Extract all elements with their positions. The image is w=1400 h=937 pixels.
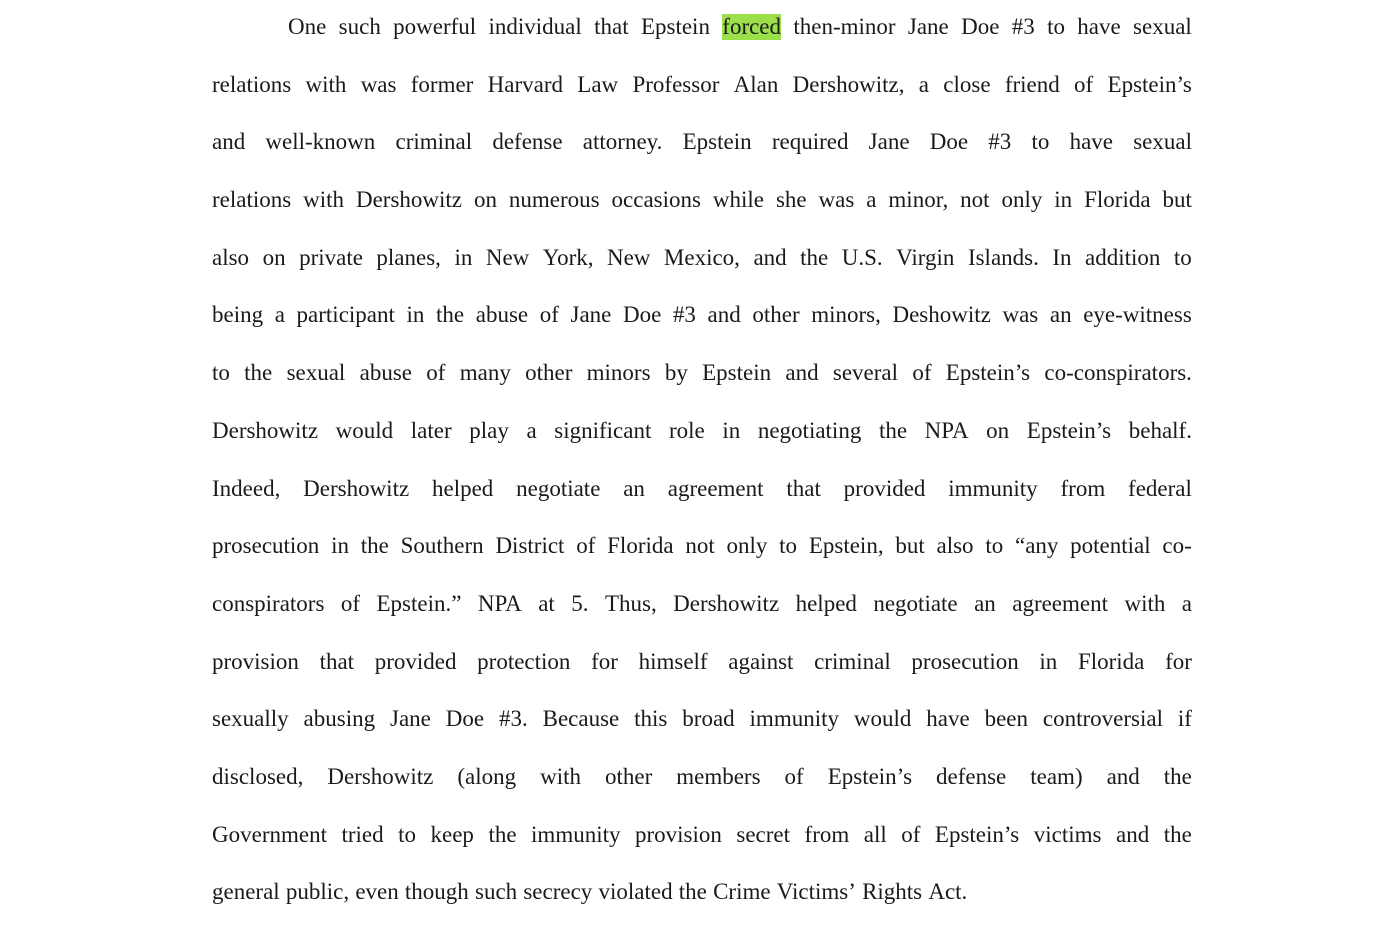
text-line bbox=[212, 360, 1192, 418]
word: play bbox=[469, 417, 509, 443]
paragraph bbox=[212, 14, 1192, 937]
word: abuse bbox=[475, 302, 529, 328]
word: relations bbox=[212, 71, 292, 97]
word: helped bbox=[431, 475, 494, 501]
word: secret bbox=[736, 821, 791, 847]
word: that bbox=[594, 14, 629, 39]
word: Jane bbox=[390, 706, 431, 732]
word: and bbox=[753, 244, 787, 270]
word: several bbox=[832, 360, 899, 386]
word: a bbox=[1181, 590, 1192, 616]
word: required bbox=[771, 129, 849, 155]
word: an bbox=[974, 590, 996, 616]
word: Dershowitz bbox=[327, 763, 434, 789]
word: abusing bbox=[303, 706, 376, 732]
word: Southern bbox=[400, 533, 484, 559]
text-line bbox=[212, 302, 1192, 360]
word: in bbox=[331, 533, 349, 559]
text-line bbox=[212, 649, 1192, 707]
word: in bbox=[722, 417, 741, 443]
word: sexual bbox=[286, 360, 346, 386]
word: former bbox=[410, 71, 474, 97]
word: Crime bbox=[713, 879, 771, 905]
word: Epstein bbox=[702, 360, 772, 386]
text-line bbox=[212, 14, 1192, 72]
word: to bbox=[1173, 244, 1192, 270]
word: by bbox=[664, 360, 688, 386]
word: abuse bbox=[359, 360, 412, 386]
word: relations bbox=[212, 187, 292, 213]
word: was bbox=[818, 187, 855, 213]
highlighted-word: forced bbox=[722, 14, 782, 39]
word: private bbox=[299, 244, 363, 270]
word: role bbox=[668, 417, 705, 443]
word: been bbox=[984, 706, 1029, 732]
word: close bbox=[943, 71, 991, 97]
word: NPA bbox=[924, 417, 969, 443]
word: to bbox=[212, 360, 230, 386]
word: that bbox=[786, 475, 821, 501]
word: have bbox=[926, 706, 970, 732]
word: against bbox=[728, 648, 794, 674]
word: defense bbox=[936, 763, 1007, 789]
word: an bbox=[623, 475, 645, 501]
word: Act. bbox=[928, 879, 968, 905]
word: Epstein’s bbox=[1026, 417, 1112, 443]
word: friend bbox=[1004, 71, 1060, 97]
word: New bbox=[485, 244, 530, 270]
word: #3 bbox=[988, 129, 1012, 155]
word: New bbox=[606, 244, 651, 270]
text-line bbox=[212, 764, 1192, 822]
word: well-known bbox=[265, 129, 376, 155]
word: Dershowitz bbox=[212, 417, 319, 443]
word: NPA bbox=[477, 590, 522, 616]
word: co- bbox=[1162, 533, 1192, 559]
word: would bbox=[853, 706, 912, 732]
word: for bbox=[591, 648, 618, 674]
word: the bbox=[436, 302, 465, 328]
word: have bbox=[1077, 14, 1121, 39]
word: significant bbox=[554, 417, 652, 443]
word: in bbox=[454, 244, 473, 270]
word: with bbox=[303, 187, 345, 213]
word: Alan bbox=[733, 71, 779, 97]
word: of bbox=[1074, 71, 1094, 97]
word: Doe bbox=[929, 129, 969, 155]
word: Rights bbox=[862, 879, 923, 905]
word: Because bbox=[542, 706, 620, 732]
word: criminal bbox=[395, 129, 473, 155]
word: the bbox=[800, 244, 829, 270]
text-line bbox=[212, 476, 1192, 534]
word: agreement bbox=[1012, 590, 1109, 616]
word: Indeed, bbox=[212, 475, 281, 501]
word: Epstein’s bbox=[945, 360, 1031, 386]
word: Doe bbox=[445, 706, 485, 732]
word: an bbox=[1049, 302, 1072, 328]
word: Thus, bbox=[604, 590, 657, 616]
word: only bbox=[1001, 187, 1043, 213]
word: being bbox=[212, 302, 264, 328]
word: Doe bbox=[622, 302, 662, 328]
word: the bbox=[878, 417, 908, 443]
word: of bbox=[912, 360, 932, 386]
word: of bbox=[426, 360, 446, 386]
word: while bbox=[712, 187, 764, 213]
word: negotiate bbox=[516, 475, 601, 501]
word: a bbox=[918, 71, 929, 97]
word: if bbox=[1177, 706, 1192, 732]
word: to bbox=[1047, 14, 1065, 39]
word: this bbox=[634, 706, 668, 732]
word: the bbox=[360, 533, 389, 559]
word: also bbox=[936, 533, 974, 559]
word: addition bbox=[1085, 244, 1161, 270]
text-line bbox=[212, 418, 1192, 476]
word: broad bbox=[682, 706, 735, 732]
word: provided bbox=[843, 475, 926, 501]
word: the bbox=[488, 821, 517, 847]
word: on bbox=[262, 244, 286, 270]
word: the bbox=[244, 360, 273, 386]
word: at bbox=[538, 590, 555, 616]
word: Epstein bbox=[640, 14, 710, 39]
word: Epstein’s bbox=[1107, 71, 1192, 97]
word: York, bbox=[542, 244, 594, 270]
word: federal bbox=[1128, 475, 1192, 501]
word: not bbox=[685, 533, 715, 559]
word: sexual bbox=[1133, 129, 1192, 155]
word: defense bbox=[492, 129, 563, 155]
word: numerous bbox=[508, 187, 600, 213]
word: then-minor bbox=[793, 14, 896, 39]
word: and bbox=[785, 360, 819, 386]
word: In bbox=[1052, 244, 1072, 270]
word: that bbox=[319, 648, 355, 674]
word: and bbox=[1106, 763, 1140, 789]
word: sexually bbox=[212, 706, 289, 732]
word: a bbox=[526, 417, 537, 443]
word: powerful bbox=[393, 14, 477, 39]
word: from bbox=[1060, 475, 1106, 501]
word: provision bbox=[635, 821, 722, 847]
word: such bbox=[475, 879, 518, 905]
word: Epstein’s bbox=[827, 763, 913, 789]
word: conspirators bbox=[212, 590, 325, 616]
word: Professor bbox=[632, 71, 720, 97]
word: #3 bbox=[1011, 14, 1035, 39]
word: public, bbox=[285, 879, 350, 905]
word: helped bbox=[795, 590, 857, 616]
word: criminal bbox=[814, 648, 891, 674]
word: immunity bbox=[749, 706, 839, 732]
text-line bbox=[212, 533, 1192, 591]
word: to bbox=[779, 533, 798, 559]
word: victims bbox=[1033, 821, 1102, 847]
word: keep bbox=[430, 821, 474, 847]
word: all bbox=[863, 821, 887, 847]
word: behalf. bbox=[1128, 417, 1192, 443]
word: even bbox=[355, 879, 399, 905]
word: Dershowitz bbox=[355, 187, 462, 213]
word: a bbox=[274, 302, 285, 328]
word: but bbox=[895, 533, 925, 559]
word: was bbox=[1002, 302, 1039, 328]
text-line bbox=[212, 72, 1192, 130]
word: Deshowitz bbox=[892, 302, 991, 328]
text-line bbox=[212, 822, 1192, 880]
text-line bbox=[212, 879, 1192, 937]
text-line bbox=[212, 129, 1192, 187]
word: Victims’ bbox=[776, 879, 856, 905]
word: minors bbox=[586, 360, 651, 386]
word: of bbox=[340, 590, 361, 616]
word: later bbox=[410, 417, 452, 443]
word: himself bbox=[638, 648, 708, 674]
word: from bbox=[804, 821, 850, 847]
word: and bbox=[212, 129, 246, 155]
word: violated bbox=[598, 879, 673, 905]
word: to bbox=[1031, 129, 1050, 155]
word: only bbox=[726, 533, 768, 559]
text-line bbox=[212, 187, 1192, 245]
word: Mexico, bbox=[663, 244, 740, 270]
word: tried bbox=[341, 821, 384, 847]
word: though bbox=[404, 879, 469, 905]
word: controversial bbox=[1042, 706, 1163, 732]
word: Islands. bbox=[967, 244, 1039, 270]
word: negotiating bbox=[757, 417, 862, 443]
word: #3. bbox=[498, 706, 528, 732]
word: on bbox=[986, 417, 1010, 443]
word: District bbox=[495, 533, 565, 559]
word: also bbox=[212, 244, 250, 270]
word: in bbox=[406, 302, 425, 328]
word: and bbox=[1116, 821, 1150, 847]
word: (along bbox=[457, 763, 517, 789]
word: secrecy bbox=[523, 879, 593, 905]
word: Epstein’s bbox=[934, 821, 1020, 847]
word: with bbox=[305, 71, 347, 97]
word: disclosed, bbox=[212, 763, 304, 789]
word: immunity bbox=[531, 821, 621, 847]
word: of bbox=[539, 302, 559, 328]
word: would bbox=[335, 417, 394, 443]
word: Harvard bbox=[487, 71, 563, 97]
word: eye-witness bbox=[1083, 302, 1192, 328]
word: on bbox=[473, 187, 497, 213]
word: Jane bbox=[907, 14, 949, 39]
word: have bbox=[1069, 129, 1113, 155]
word: negotiate bbox=[873, 590, 958, 616]
word: participant bbox=[296, 302, 395, 328]
word: immunity bbox=[948, 475, 1038, 501]
word: in bbox=[1039, 648, 1058, 674]
word: prosecution bbox=[212, 533, 320, 559]
text-line bbox=[212, 591, 1192, 649]
text-line bbox=[212, 245, 1192, 303]
word: Dershowitz, bbox=[792, 71, 905, 97]
word: Florida bbox=[1077, 648, 1145, 674]
word: provision bbox=[212, 648, 299, 674]
word: was bbox=[360, 71, 397, 97]
word: Jane bbox=[868, 129, 910, 155]
word: of bbox=[784, 763, 804, 789]
word: other bbox=[604, 763, 653, 789]
word: agreement bbox=[667, 475, 764, 501]
word: attorney. bbox=[582, 129, 663, 155]
word: provided bbox=[374, 648, 457, 674]
word: to bbox=[398, 821, 417, 847]
word: for bbox=[1165, 648, 1192, 674]
word: 5. bbox=[571, 590, 589, 616]
word: #3 bbox=[672, 302, 696, 328]
word: co-conspirators. bbox=[1044, 360, 1192, 386]
word: Epstein bbox=[682, 129, 752, 155]
word: Dershowitz bbox=[303, 475, 410, 501]
word: Epstein, bbox=[808, 533, 884, 559]
word: with bbox=[540, 763, 581, 789]
word: Law bbox=[577, 71, 619, 97]
word: planes, bbox=[376, 244, 441, 270]
word: Doe bbox=[961, 14, 1000, 39]
word: protection bbox=[477, 648, 571, 674]
word: many bbox=[459, 360, 511, 386]
word: prosecution bbox=[911, 648, 1019, 674]
word: she bbox=[775, 187, 807, 213]
word: sexual bbox=[1133, 14, 1192, 39]
word: and bbox=[707, 302, 741, 328]
word: Florida bbox=[1084, 187, 1151, 213]
word: Epstein.” bbox=[376, 590, 462, 616]
word: minors, bbox=[811, 302, 881, 328]
word: the bbox=[678, 879, 707, 905]
word: the bbox=[1163, 763, 1192, 789]
word: such bbox=[338, 14, 381, 39]
word: Dershowitz bbox=[673, 590, 780, 616]
word: with bbox=[1124, 590, 1166, 616]
word: of bbox=[576, 533, 596, 559]
word: Government bbox=[212, 821, 327, 847]
word: of bbox=[901, 821, 921, 847]
word: to bbox=[985, 533, 1004, 559]
word: “any bbox=[1014, 533, 1059, 559]
word: U.S. bbox=[841, 244, 883, 270]
word: Jane bbox=[570, 302, 612, 328]
word: minor, bbox=[888, 187, 949, 213]
word: a bbox=[866, 187, 877, 213]
word: other bbox=[752, 302, 800, 328]
word: not bbox=[960, 187, 990, 213]
word: in bbox=[1054, 187, 1073, 213]
word: One bbox=[288, 14, 327, 39]
word: potential bbox=[1070, 533, 1151, 559]
word: individual bbox=[488, 14, 582, 39]
word: Florida bbox=[607, 533, 674, 559]
text-line bbox=[212, 706, 1192, 764]
word: other bbox=[525, 360, 573, 386]
word: team) bbox=[1030, 763, 1083, 789]
word: but bbox=[1162, 187, 1192, 213]
word: members bbox=[676, 763, 761, 789]
word: the bbox=[1163, 821, 1192, 847]
word: general bbox=[212, 879, 280, 905]
word: occasions bbox=[611, 187, 701, 213]
word: Virgin bbox=[896, 244, 955, 270]
